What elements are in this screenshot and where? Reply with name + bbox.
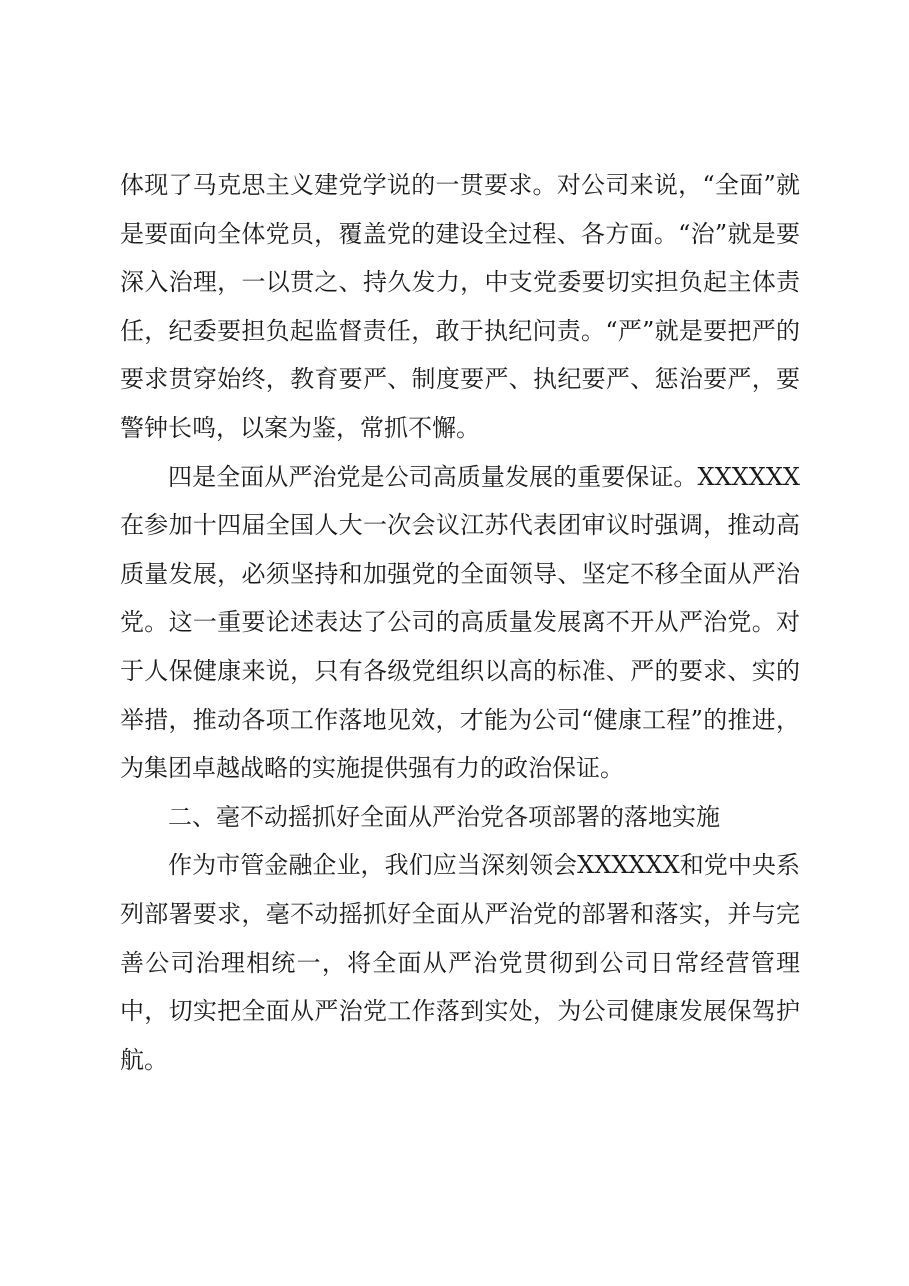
paragraph-section-two-intro: 作为市管金融企业，我们应当深刻领会XXXXXX和党中央系列部署要求，毫不动摇抓好全面从严治党的部署和落实，并与完善公司治理相统一，将全面从严治党贯彻到公司日常经营管理中，切实把全面从严治党工作落到实处，为公司健康发展保驾护航。 [120,851,800,1074]
section-heading-two: 二、毫不动摇抓好全面从严治党各项部署的落地实施 [168,802,720,831]
paragraph-continuation: 体现了马克思主义建党学说的一贯要求。对公司来说，“全面”就是要面向全体党员，覆盖党的建设全过程、各方面。“治”就是要深入治理，一以贯之、持久发力，中支党委要切实担负起主体责任，纪委要担负起监督责任，敢于执纪问责。“严”就是要把严的要求贯穿始终，教育要严、制度要严、执纪要严、惩治要严，要警钟长鸣，以案为鉴，常抓不懈。 [120,171,800,442]
document-body [120,161,800,1084]
paragraph-point-four: 四是全面从严治党是公司高质量发展的重要保证。XXXXXX在参加十四届全国人大一次会议江苏代表团审议时强调，推动高质量发展，必须坚持和加强党的全面领导、坚定不移全面从严治党。这一重要论述表达了公司的高质量发展离不开从严治党。对于人保健康来说，只有各级党组织以高的标准、严的要求、实的举措，推动各项工作落地见效，才能为公司“健康工程”的推进，为集团卓越战略的实施提供强有力的政治保证。 [120,462,800,783]
